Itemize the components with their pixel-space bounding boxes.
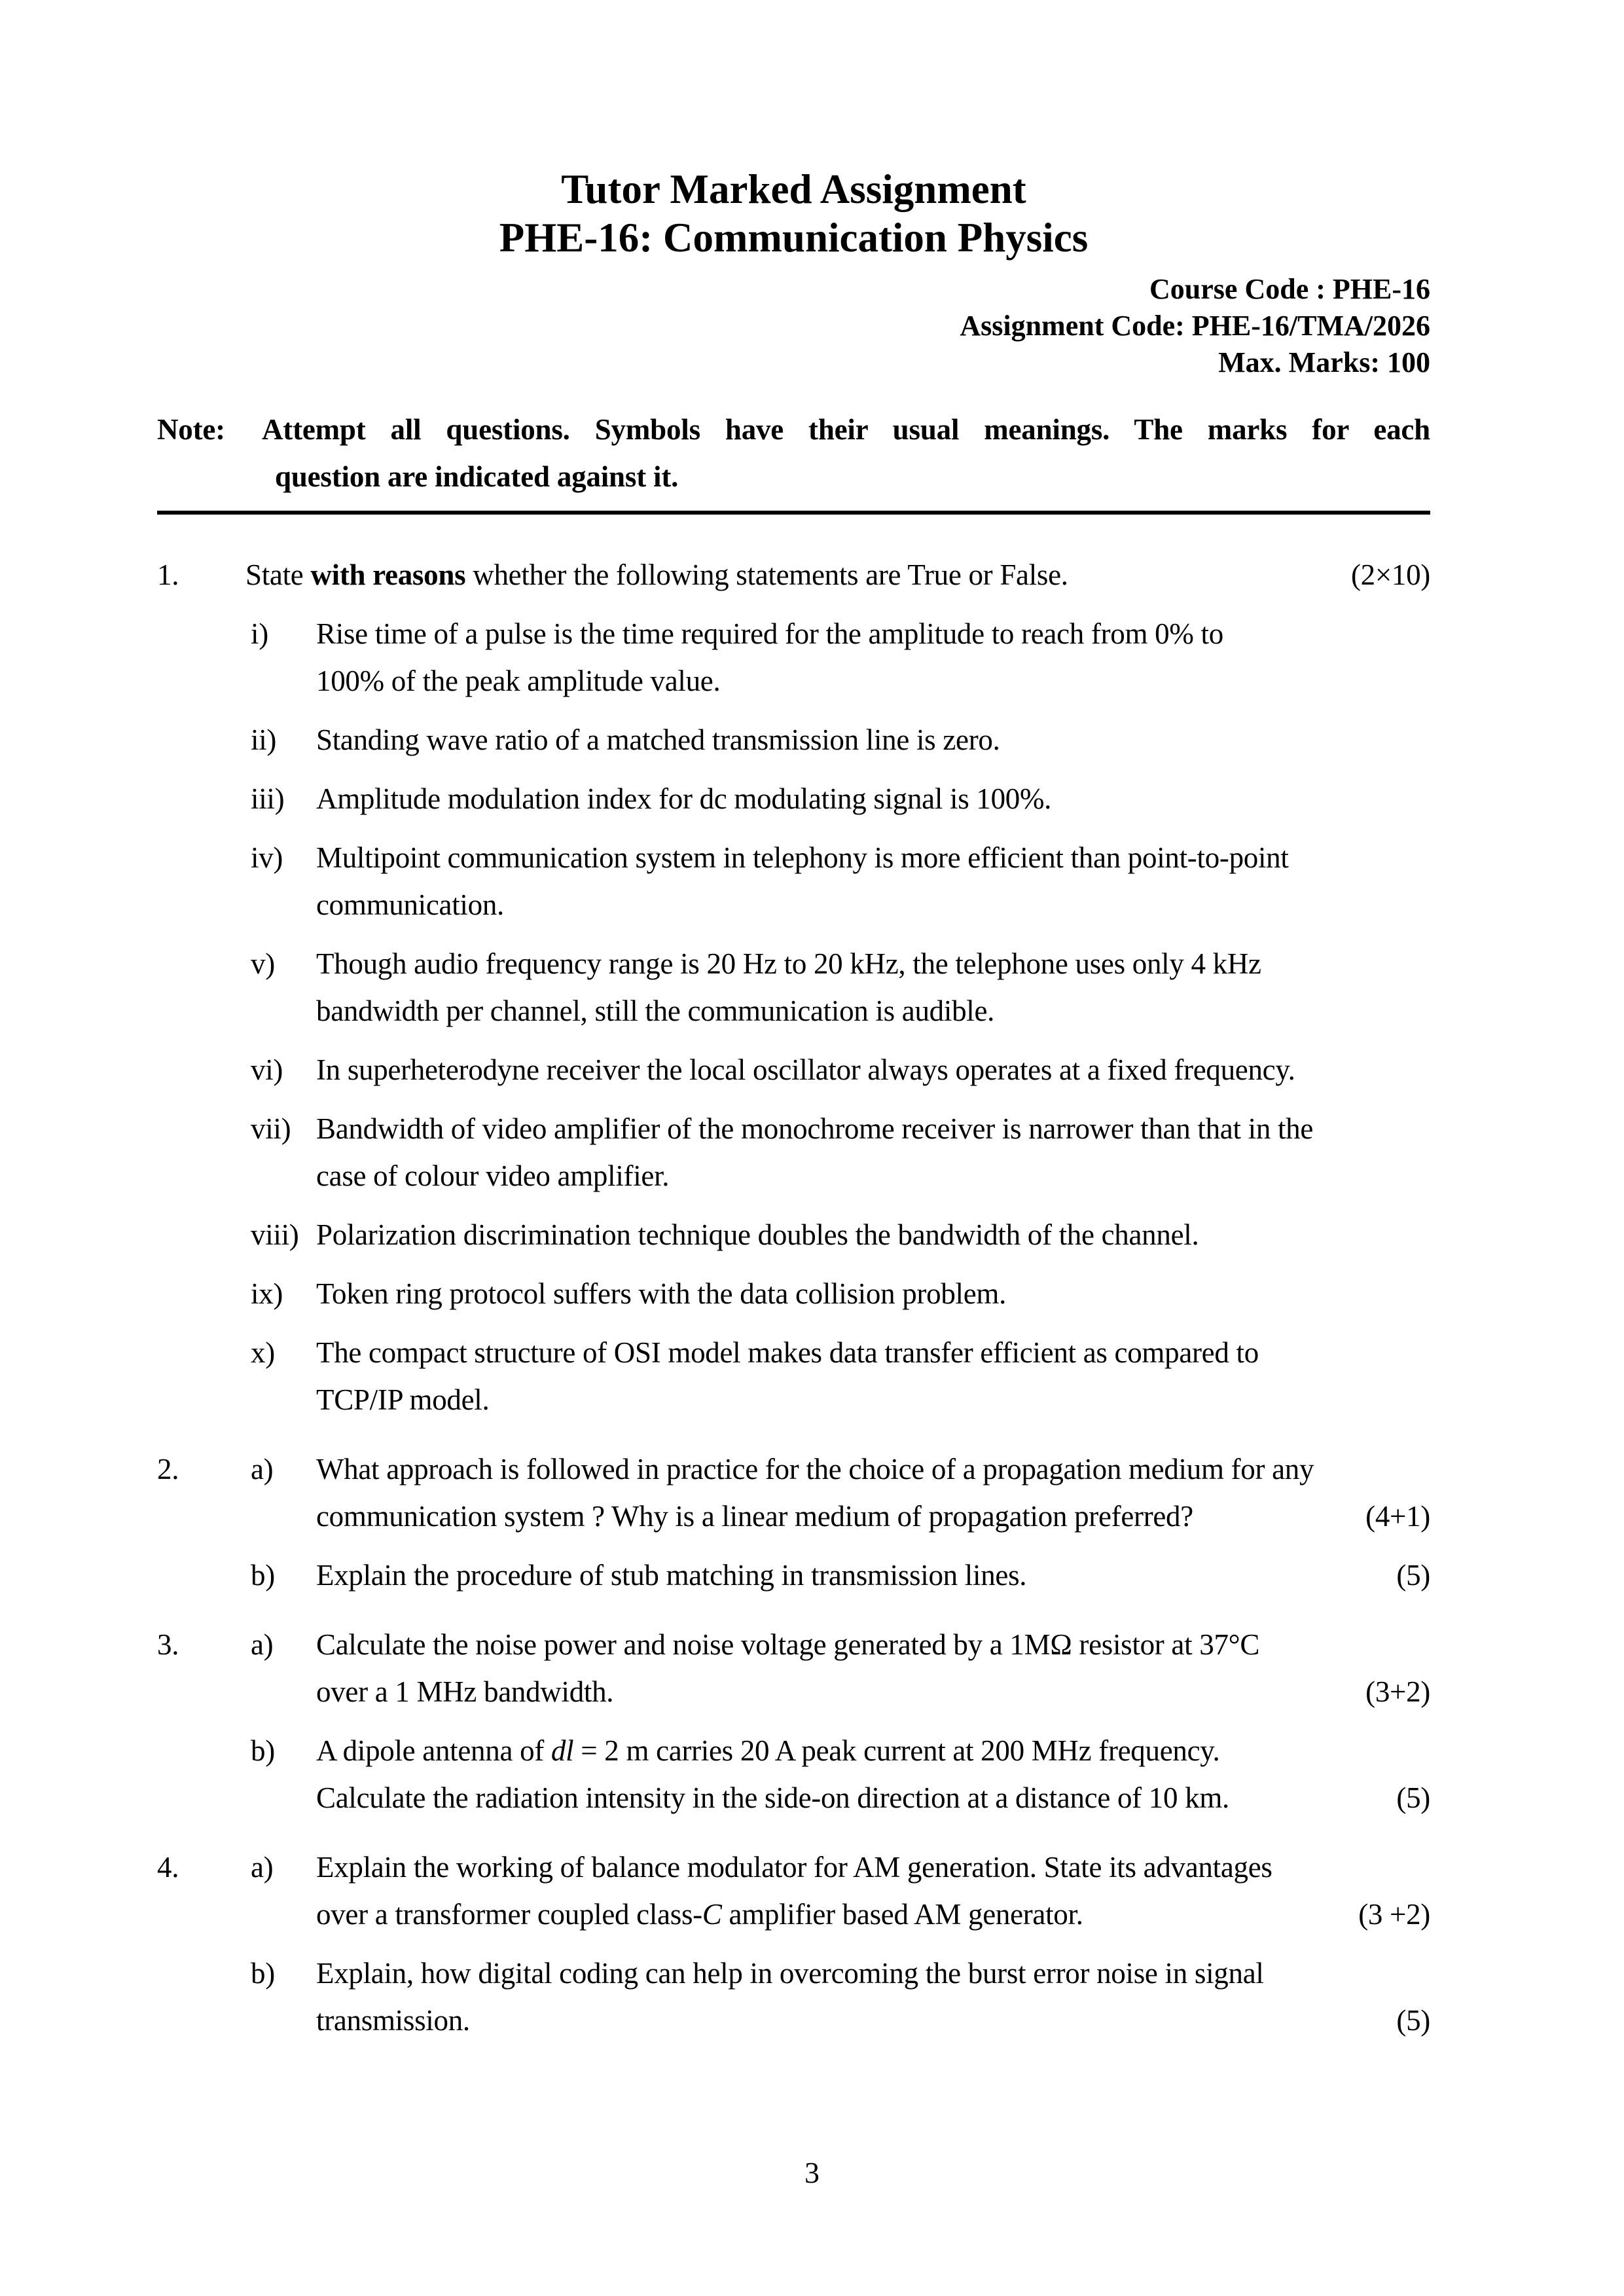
question-2b <box>251 1552 1430 1599</box>
statement-item-i <box>251 610 1430 704</box>
q4a-line2-post: amplifier based AM generator. <box>721 1898 1083 1931</box>
statement-x-text <box>316 1329 1430 1423</box>
statement-viii-text <box>316 1211 1430 1258</box>
statement-item-ii <box>251 716 1430 763</box>
question-2-body <box>245 1446 1430 1599</box>
course-code: Course Code : PHE-16 <box>1149 273 1430 305</box>
statement-item-vi <box>251 1046 1430 1093</box>
statement-item-viii <box>251 1211 1430 1258</box>
statement-viii-line-1: Polarization discrimination technique doubles the bandwidth of the channel. <box>316 1218 1199 1251</box>
question-4b-label: b) <box>251 1957 275 1990</box>
q3b-line1-italic: dl <box>550 1734 574 1767</box>
statement-vi-line-1: In superheterodyne receiver the local oscillator always operates at a fixed frequency. <box>316 1053 1295 1086</box>
question-4a-line-2 <box>316 1891 1083 1938</box>
question-4a-line-2-row <box>316 1891 1430 1938</box>
statement-x-line-1: The compact structure of OSI model makes data transfer efficient as compared to <box>316 1336 1259 1369</box>
question-4 <box>157 1844 1430 2044</box>
q3b-line1-post: = 2 m carries 20 A peak current at 200 MHz frequency. <box>573 1734 1220 1767</box>
statement-iii-text <box>316 775 1430 822</box>
q3b-line1-pre: A dipole antenna of <box>316 1734 551 1767</box>
question-3b <box>251 1727 1430 1821</box>
statement-item-vii <box>251 1105 1430 1199</box>
title-line-1: Tutor Marked Assignment <box>561 166 1026 212</box>
statement-i-text <box>316 610 1430 704</box>
statement-item-x <box>251 1329 1430 1423</box>
statement-vii-label: vii) <box>251 1112 291 1145</box>
statement-i-label: i) <box>251 617 268 650</box>
statement-iv-line-1: Multipoint communication system in telephony is more efficient than point-to-point <box>316 841 1289 874</box>
question-2b-label: b) <box>251 1559 275 1592</box>
question-3a-text <box>316 1621 1430 1715</box>
statement-v-line-1: Though audio frequency range is 20 Hz to 20 kHz, the telephone uses only 4 kHz <box>316 947 1261 980</box>
statement-vi-label: vi) <box>251 1053 283 1086</box>
statement-item-iv <box>251 834 1430 928</box>
statement-i-line-2: 100% of the peak amplitude value. <box>316 665 721 697</box>
header-meta <box>157 271 1430 381</box>
question-4-body <box>245 1844 1430 2044</box>
question-3a-label: a) <box>251 1628 274 1661</box>
statement-iii-label: iii) <box>251 782 285 815</box>
question-2a-label: a) <box>251 1453 274 1485</box>
question-2b-text <box>316 1552 1430 1599</box>
question-3b-line-2-row <box>316 1774 1430 1821</box>
question-list <box>157 551 1430 2044</box>
question-3a-line-2-row <box>316 1668 1430 1715</box>
statement-vii-text <box>316 1105 1430 1199</box>
note-line-2: question are indicated against it. <box>275 460 679 493</box>
question-3b-label: b) <box>251 1734 275 1767</box>
question-2b-line-1: Explain the procedure of stub matching in transmission lines. <box>316 1559 1027 1592</box>
question-4b <box>251 1950 1430 2044</box>
horizontal-rule <box>157 511 1430 515</box>
statement-iv-label: iv) <box>251 841 283 874</box>
question-4a-text <box>316 1844 1430 1938</box>
question-2 <box>157 1446 1430 1599</box>
question-2a-line-2-row <box>316 1493 1430 1540</box>
statement-vii-line-2: case of colour video amplifier. <box>316 1159 670 1192</box>
question-1-intro <box>245 551 1430 598</box>
q1-intro-pre: State <box>245 558 311 591</box>
question-3b-line-1 <box>316 1727 1430 1774</box>
question-3-body <box>245 1621 1430 1821</box>
question-2a-line-1: What approach is followed in practice for the choice of a propagation medium for any <box>316 1453 1314 1485</box>
question-3a-line-2: over a 1 MHz bandwidth. <box>316 1675 614 1708</box>
q1-intro-bold: with reasons <box>310 558 466 591</box>
question-4-number: 4. <box>157 1851 179 1884</box>
note-line-1: Attempt all questions. Symbols have their usual meanings. The marks for each <box>262 413 1430 446</box>
statement-ix-line-1: Token ring protocol suffers with the data collision problem. <box>316 1277 1007 1310</box>
q4a-line2-pre: over a transformer coupled class- <box>316 1898 702 1931</box>
note-text <box>262 406 1430 500</box>
statement-ix-text <box>316 1270 1430 1317</box>
max-marks: Max. Marks: 100 <box>1218 346 1430 378</box>
question-1-body <box>245 551 1430 1423</box>
question-2a-text <box>316 1446 1430 1540</box>
question-4b-line-2: transmission. <box>316 2004 470 2037</box>
assignment-code: Assignment Code: PHE-16/TMA/2026 <box>960 310 1430 342</box>
statement-vi-text <box>316 1046 1430 1093</box>
statement-i-line-1: Rise time of a pulse is the time required for the amplitude to reach from 0% to <box>316 617 1223 650</box>
question-2a-line-2: communication system ? Why is a linear medium of propagation preferred? <box>316 1500 1193 1533</box>
statement-v-label: v) <box>251 947 275 980</box>
statement-ii-line-1: Standing wave ratio of a matched transmission line is zero. <box>316 723 1000 756</box>
statement-x-label: x) <box>251 1336 275 1369</box>
question-2a <box>251 1446 1430 1540</box>
question-4a <box>251 1844 1430 1938</box>
statement-ii-text <box>316 716 1430 763</box>
question-4b-marks: (5) <box>1396 2004 1430 2037</box>
statement-vii-line-1: Bandwidth of video amplifier of the monochrome receiver is narrower than that in the <box>316 1112 1314 1145</box>
statement-v-line-2: bandwidth per channel, still the communication is audible. <box>316 994 995 1027</box>
statement-x-line-2: TCP/IP model. <box>316 1383 490 1416</box>
question-3 <box>157 1621 1430 1821</box>
question-4a-label: a) <box>251 1851 274 1884</box>
question-1-intro-text <box>245 551 1068 598</box>
question-2b-marks: (5) <box>1396 1559 1430 1592</box>
statement-ii-label: ii) <box>251 723 277 756</box>
statement-iv-line-2: communication. <box>316 888 504 921</box>
question-3a <box>251 1621 1430 1715</box>
statement-item-iii <box>251 775 1430 822</box>
question-4a-marks: (3 +2) <box>1358 1898 1430 1931</box>
question-2-number: 2. <box>157 1453 179 1485</box>
statement-viii-label: viii) <box>251 1218 299 1251</box>
question-1-marks: (2×10) <box>1350 558 1430 591</box>
statement-item-v <box>251 940 1430 1034</box>
statement-iii-line-1: Amplitude modulation index for dc modulating signal is 100%. <box>316 782 1052 815</box>
statement-v-text <box>316 940 1430 1034</box>
question-3b-line-2: Calculate the radiation intensity in the side-on direction at a distance of 10 km. <box>316 1781 1229 1814</box>
question-3b-marks: (5) <box>1396 1781 1430 1814</box>
statement-ix-label: ix) <box>251 1277 283 1310</box>
question-1-number: 1. <box>157 558 179 591</box>
question-3b-text <box>316 1727 1430 1821</box>
question-4b-line-1: Explain, how digital coding can help in overcoming the burst error noise in signal <box>316 1957 1264 1990</box>
q1-intro-post: whether the following statements are True or False. <box>465 558 1068 591</box>
statement-item-ix <box>251 1270 1430 1317</box>
note-label: Note: <box>157 413 225 446</box>
question-3a-marks: (3+2) <box>1365 1675 1430 1708</box>
question-3a-line-1: Calculate the noise power and noise voltage generated by a 1MΩ resistor at 37°C <box>316 1628 1260 1661</box>
note-block <box>157 406 1430 500</box>
question-2b-line-1-row <box>316 1552 1430 1599</box>
document-title <box>157 165 1430 262</box>
title-line-2: PHE-16: Communication Physics <box>499 215 1089 261</box>
question-4a-line-1: Explain the working of balance modulator for AM generation. State its advantages <box>316 1851 1272 1884</box>
q4a-line2-italic: C <box>702 1898 722 1931</box>
question-2a-marks: (4+1) <box>1365 1500 1430 1533</box>
question-1 <box>157 551 1430 1423</box>
question-4b-text <box>316 1950 1430 2044</box>
statement-iv-text <box>316 834 1430 928</box>
question-4b-line-2-row <box>316 1997 1430 2044</box>
page-number: 3 <box>804 2156 820 2189</box>
question-3-number: 3. <box>157 1628 179 1661</box>
